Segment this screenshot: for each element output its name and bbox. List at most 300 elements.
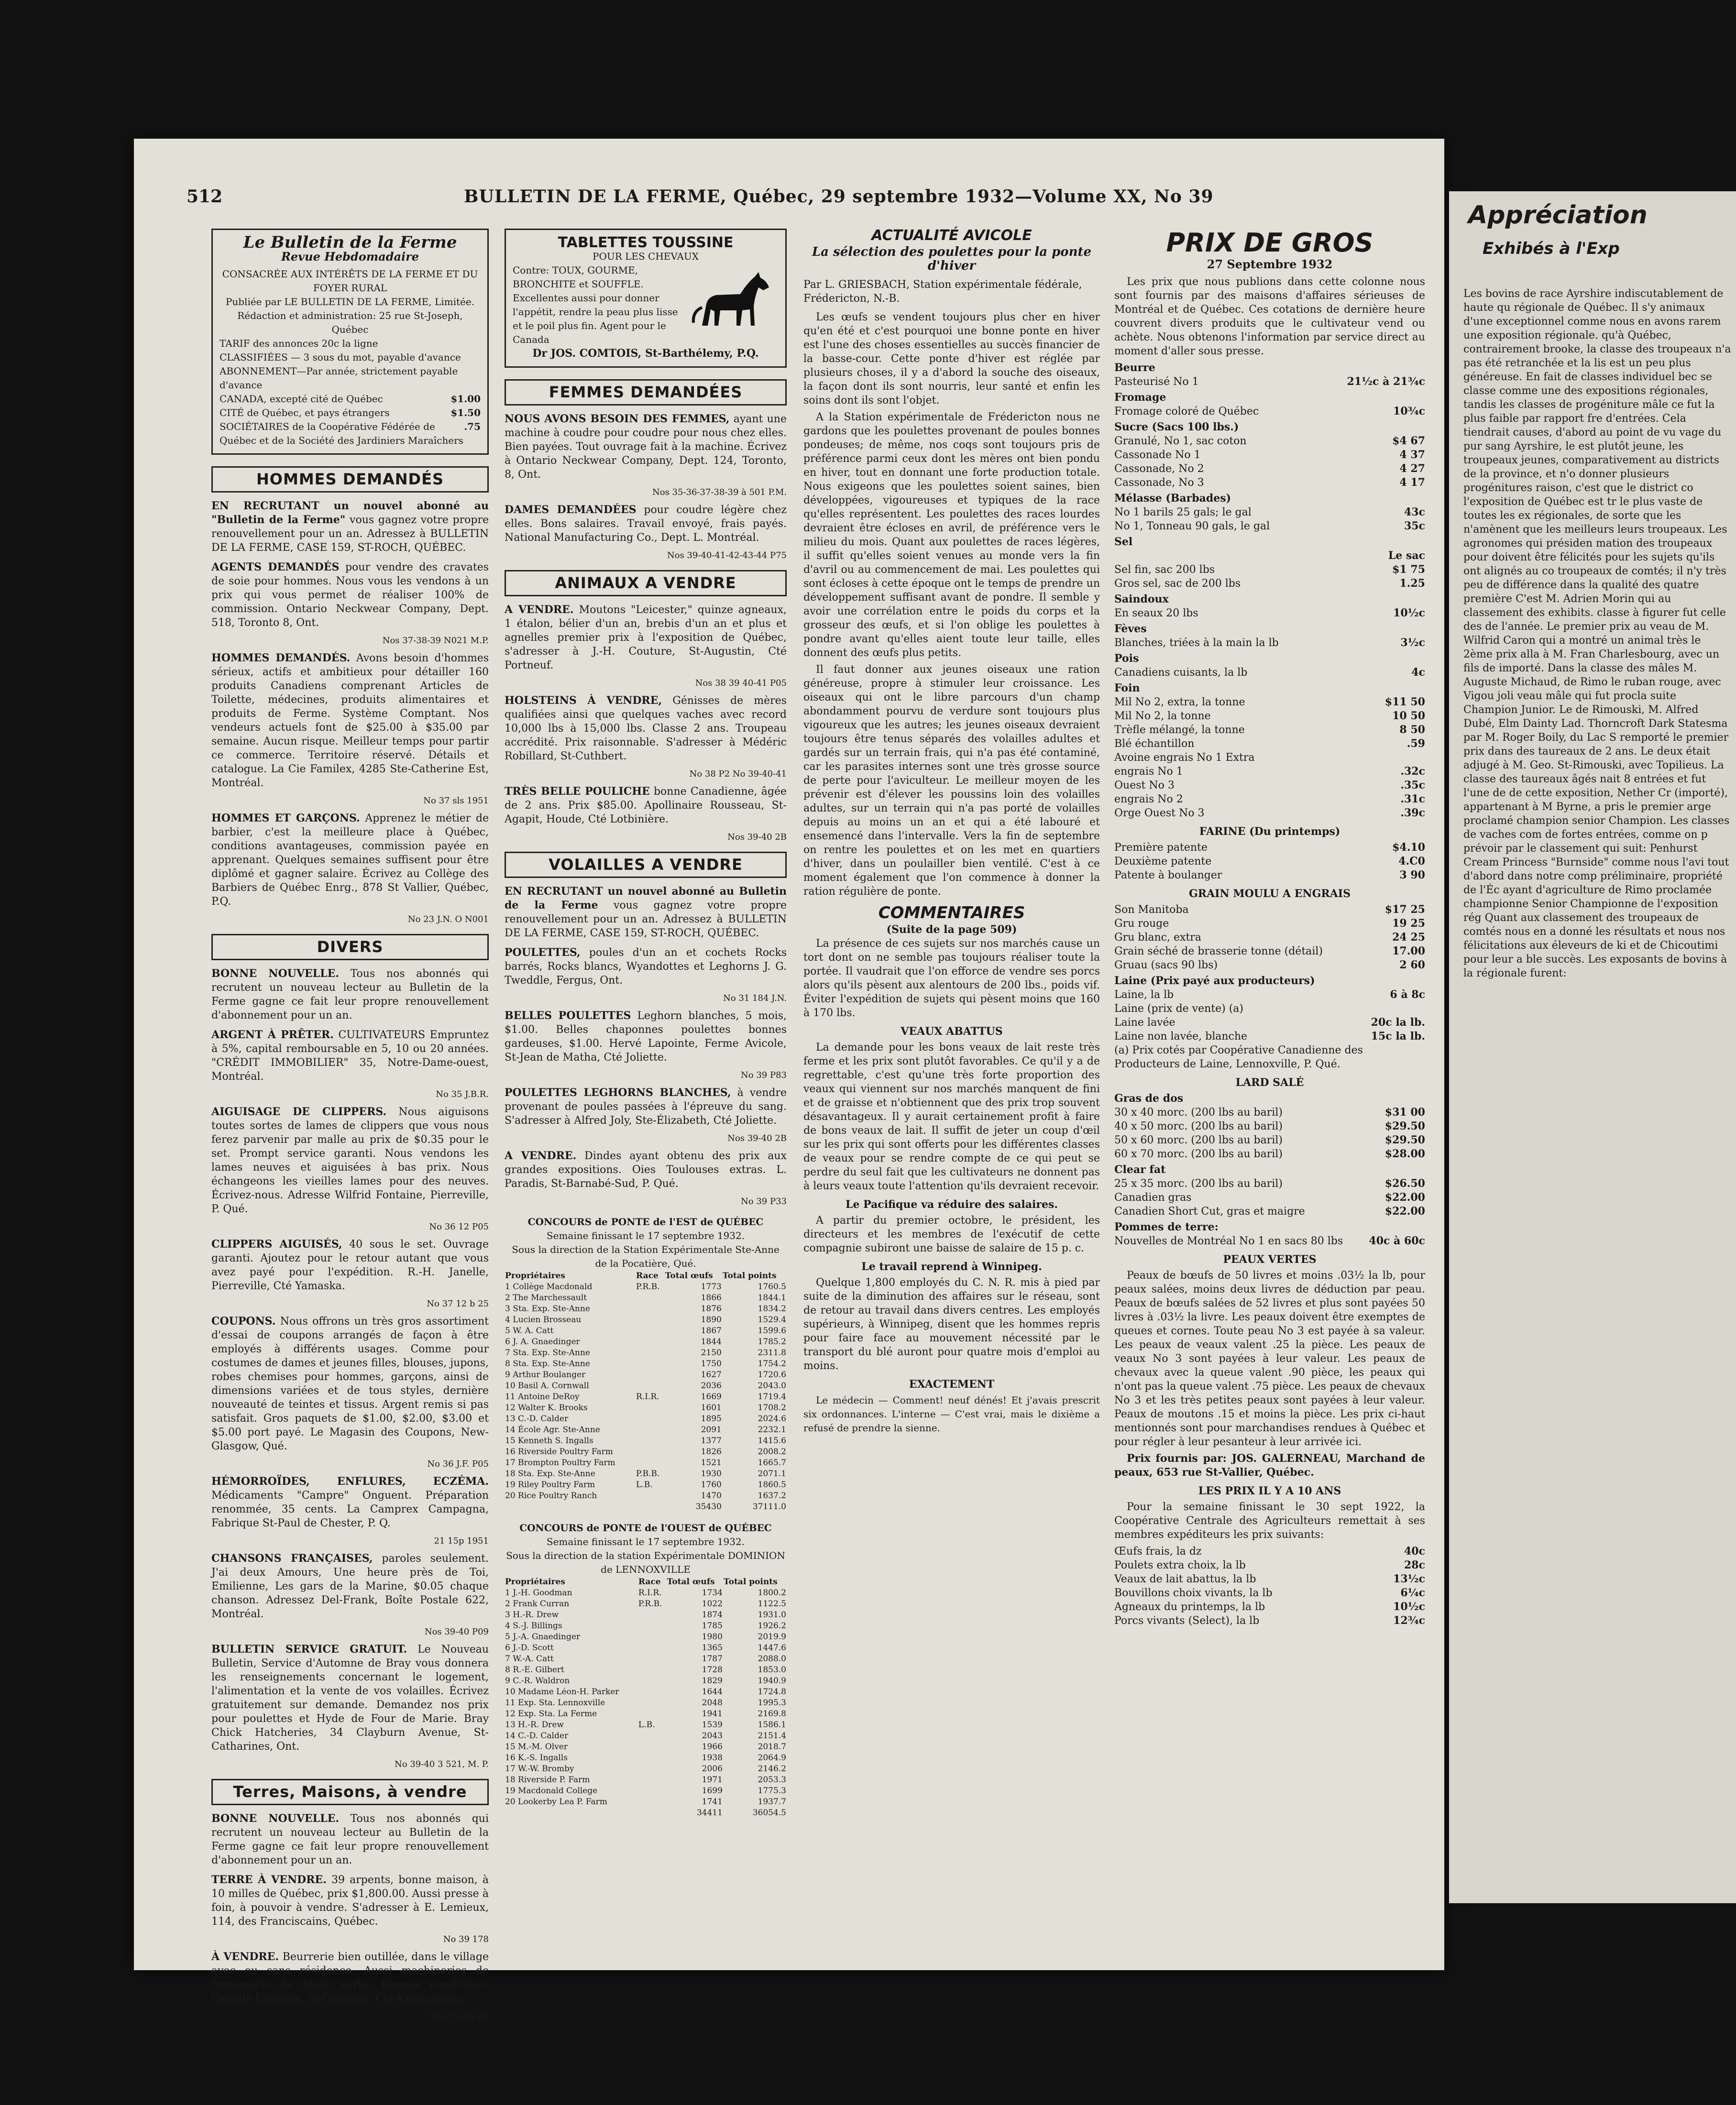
price-row xyxy=(1114,563,1425,577)
table-row xyxy=(505,1742,787,1753)
table-cell xyxy=(638,1775,667,1786)
masthead-classifiees: CLASSIFIÉES — 3 sous du mot, payable d'avance xyxy=(220,351,461,363)
price-label: 60 x 70 morc. (200 lbs au baril) xyxy=(1114,1148,1283,1160)
concours-est-table xyxy=(505,1271,787,1513)
classified-lead: AIGUISAGE DE CLIPPERS. xyxy=(211,1106,387,1118)
toussine-agent: Dr JOS. COMTOIS, St-Barthélemy, P.Q. xyxy=(532,347,759,360)
classified-text: ayant une machine à coudre pour coudre pour nous chez elles. Bien payées. Tout ouvrage fait à la machine. Écrivez à Ontario Neckwear Company, Dept. 124, Toronto, 8, Ont. xyxy=(505,413,787,481)
table-cell: L.B. xyxy=(638,1720,655,1730)
commentaires-title: COMMENTAIRES xyxy=(878,903,1025,922)
table-cell: 1669 xyxy=(701,1392,722,1402)
concours-ouest-week: Semaine finissant le 17 septembre 1932. xyxy=(546,1536,745,1547)
table-cell: 5 W. A. Catt xyxy=(505,1326,554,1336)
table-cell: 8 Sta. Exp. Ste-Anne xyxy=(505,1359,590,1369)
table-cell: 8 R.-E. Gilbert xyxy=(505,1665,564,1675)
rate-row xyxy=(220,420,481,448)
price-label: 50 x 60 morc. (200 lbs au baril) xyxy=(1114,1134,1283,1146)
classified-ad xyxy=(211,1315,489,1453)
classified-ref: No 35 J.B.R. xyxy=(436,1089,489,1099)
rate-value: .75 xyxy=(464,421,481,432)
price-label: Sel fin, sac 200 lbs xyxy=(1114,564,1215,576)
pacifique-title: Le Pacifique va réduire des salaires. xyxy=(845,1198,1058,1211)
price-value: 1.25 xyxy=(1399,577,1425,590)
classified-ad xyxy=(505,885,787,940)
table-total: 36054.5 xyxy=(752,1808,786,1818)
price-value: 21½c à 21¾c xyxy=(1347,375,1425,388)
price-category: Foin xyxy=(1114,682,1140,694)
table-cell: 1930 xyxy=(701,1469,722,1479)
price-label: Deuxième patente xyxy=(1114,855,1212,867)
table-cell xyxy=(636,1425,665,1436)
price-value: .35c xyxy=(1400,779,1425,791)
price-value: 3½c xyxy=(1400,636,1425,649)
table-cell: 1699 xyxy=(702,1786,723,1796)
price-row xyxy=(1114,931,1425,944)
price-label: Laine lavée xyxy=(1114,1017,1176,1029)
classified-ref: Nos 39-40 P09 xyxy=(424,1627,489,1637)
column-classifieds-2 xyxy=(505,229,787,1819)
table-cell: 2150 xyxy=(701,1348,722,1358)
commentaires-p1: La présence de ces sujets sur nos marchés cause un tort dont on ne semble pas toujours réaliser toute la portée. Il vaudrait que l'on efforce de vendre ses porcs alors qu'ils pèsent aux alentours de 200 lbs., poids vif. Éviter l'expédition de sujets qui pèsent moins que 160 à 170 lbs. xyxy=(803,938,1100,1019)
prix-date: 27 Septembre 1932 xyxy=(1207,257,1333,271)
veaux-title: VEAUX ABATTUS xyxy=(901,1025,1003,1038)
table-cell: 7 Sta. Exp. Ste-Anne xyxy=(505,1348,590,1358)
classified-text: Le Nouveau Bulletin, Service d'Automne de Bray vous donnera les renseignements concernant le logement, l'alimentation et la vente de vos volailles. Écrivez gratuitement sur demande. Demandez nos prix pour poulettes et Hyde de Four de Marie. Bray Chick Hatcheries, 34 Clayburn Avenue, St-Catharines, Ont. xyxy=(211,1644,489,1753)
table-cell: 3 Sta. Exp. Ste-Anne xyxy=(505,1304,590,1314)
table-cell: 1844.1 xyxy=(758,1293,786,1303)
price-value: 4 17 xyxy=(1399,476,1425,489)
table-cell: 1637.2 xyxy=(758,1491,786,1501)
price-row xyxy=(1114,944,1425,958)
price-value: 4 37 xyxy=(1399,449,1425,461)
article-paragraph: Les œufs se vendent toujours plus cher en hiver qu'en été et c'est pourquoi une bonne ponte en hiver est l'une des choses essentielles au succès financier de la basse-cour. Cette ponte d'hiver est réglée par plusieurs choses, il y a d'abord la souche des oiseaux, la façon dont ils sont nourris, leur santé et enfin les soins dont ils sont l'objet. xyxy=(803,311,1100,406)
col1-sections xyxy=(211,466,489,2023)
table-cell: 2146.2 xyxy=(758,1764,786,1774)
classified-lead: À VENDRE. xyxy=(211,1951,279,1963)
prix-intro: Les prix que nous publions dans cette colonne nous sont fournis par des maisons d'affaires sérieuses de Montréal et de Québec. Ces cotations de dernière heure couvrent divers produits que le cultivateur vend ou achète. Nous obtenons l'information par service direct au moment d'aller sous presse. xyxy=(1114,276,1425,357)
table-cell: 11 Exp. Sta. Lennoxville xyxy=(505,1698,605,1708)
table-cell xyxy=(638,1665,667,1676)
classified-ad xyxy=(505,1086,787,1128)
table-cell: R.I.R. xyxy=(636,1392,659,1402)
table-row xyxy=(505,1447,787,1458)
section-title: Terres, Maisons, à vendre xyxy=(211,1779,489,1805)
table-row xyxy=(505,1709,787,1720)
ten-years-title: LES PRIX IL Y A 10 ANS xyxy=(1198,1485,1341,1497)
table-row xyxy=(505,1381,787,1392)
price-value: 6¼c xyxy=(1400,1587,1425,1599)
table-cell: 2048 xyxy=(702,1698,723,1708)
article-byline: Par L. GRIESBACH, Station expérimentale fédérale, Frédericton, N.-B. xyxy=(803,279,1082,305)
table-cell: 1521 xyxy=(701,1458,722,1468)
price-row xyxy=(1114,462,1425,476)
table-cell: 1627 xyxy=(701,1370,722,1380)
table-cell: 1980 xyxy=(702,1632,723,1642)
table-row xyxy=(505,1480,787,1491)
price-value: 4 27 xyxy=(1399,462,1425,475)
table-cell xyxy=(638,1687,667,1698)
table-cell: 6 J.-D. Scott xyxy=(505,1643,554,1653)
price-label: Orge Ouest No 3 xyxy=(1114,807,1205,819)
table-row xyxy=(505,1621,787,1632)
price-label: En seaux 20 lbs xyxy=(1114,607,1198,619)
table-cell: 9 C.-R. Waldron xyxy=(505,1676,570,1686)
classified-lead: EN RECRUTANT un nouvel abonné au "Bulletin de la Ferme" xyxy=(211,500,489,526)
classified-text: CULTIVATEURS Empruntez à 5%, capital remboursable en 5, 10 ou 20 années. "CRÉDIT IMMOBILIER" 35, Notre-Dame-ouest, Montréal. xyxy=(211,1029,489,1083)
price-label: Cassonade No 1 xyxy=(1114,449,1201,461)
table-cell: 15 M.-M. Olver xyxy=(505,1742,568,1752)
table-cell: 1844 xyxy=(701,1337,722,1347)
classified-ad xyxy=(505,603,787,672)
table-row xyxy=(505,1326,787,1337)
classified-ad xyxy=(211,1028,489,1084)
price-row xyxy=(1114,448,1425,462)
price-row xyxy=(1114,505,1425,519)
prix-title: PRIX DE GROS xyxy=(1166,228,1373,258)
table-cell: 2043 xyxy=(702,1731,723,1741)
masthead-dedication: CONSACRÉE AUX INTÉRÊTS DE LA FERME ET DU FOYER RURAL xyxy=(222,268,478,294)
table-cell xyxy=(636,1414,665,1425)
classified-text: Nous aiguisons toutes sortes de lames de clippers que vous nous ferez parvenir par malle au prix de $0.35 pour le set. Prompt service garanti. Nous vendons les lames neuves et aiguisées à bas prix. Nous échangeons les vieilles lames pour des neuves. Écrivez-nous. Adresse Wilfrid Fontaine, Pierreville, P. Qué. xyxy=(211,1106,489,1215)
table-cell: 10 Basil A. Cornwall xyxy=(505,1381,589,1391)
price-value: $11 50 xyxy=(1384,696,1425,708)
exactement-title: EXACTEMENT xyxy=(909,1378,995,1391)
price-label: Laine non lavée, blanche xyxy=(1114,1031,1248,1042)
table-cell: 1867 xyxy=(701,1326,722,1336)
table-cell: P.B.B. xyxy=(636,1469,660,1479)
table-cell xyxy=(636,1458,665,1469)
table-row xyxy=(505,1654,787,1665)
table-row xyxy=(505,1425,787,1436)
classified-ref: Nos 35-36-37-38-39 à 501 P.M. xyxy=(652,487,787,497)
classified-ref: No 39 P33 xyxy=(741,1196,787,1206)
table-row xyxy=(505,1687,787,1698)
classified-text: Beurrerie bien outillée, dans le village avec ou sans résidence. Aussi machineries de fromagerie de toute sorte. Bonnes conditions. Camille Langlais, St-Onésime, Cté Kamouraska. xyxy=(211,1951,489,2005)
classified-ad xyxy=(505,1149,787,1191)
price-row xyxy=(1114,405,1425,418)
table-row xyxy=(505,1632,787,1643)
toussine-ad xyxy=(505,229,787,368)
price-label: Gru blanc, extra xyxy=(1114,932,1201,943)
table-row xyxy=(505,1588,787,1599)
classified-text: 40 sous le set. Ouvrage garanti. Ajoutez pour le retour autant que vous avez payé pour l'expédition. R.-H. Janelle, Pierreville, Cté Yamaska. xyxy=(211,1239,489,1292)
rate-row xyxy=(220,392,481,406)
table-cell: 19 Macdonald College xyxy=(505,1786,598,1796)
table-cell xyxy=(638,1786,667,1797)
price-value: .39c xyxy=(1400,807,1425,819)
laine-list xyxy=(1114,988,1425,1043)
table-cell: 1586.1 xyxy=(758,1720,786,1730)
price-value: 28c xyxy=(1404,1559,1425,1571)
price-row xyxy=(1114,1177,1425,1191)
winnipeg-text: Quelque 1,800 employés du C. N. R. mis à pied par suite de la diminution des affaires sur le réseau, sont de retour au travail dans divers centres. Les employés supérieurs, à Winnipeg, disent que les hommes repris pour faire face au mouvement nécessité par le transport du blé auront pour quatre mois d'emploi au moins. xyxy=(803,1277,1100,1372)
table-total: 35430 xyxy=(695,1502,722,1512)
price-label: Canadiens cuisants, la lb xyxy=(1114,667,1248,679)
classified-text: Leghorn blanches, 5 mois, $1.00. Belles chaponnes poulettes bonnes gardeuses, $1.00. Hervé Lapointe, Ferme Avicole, St-Jean de Matha, Cté Joliette. xyxy=(505,1010,787,1063)
table-cell: L.B. xyxy=(636,1480,653,1490)
table-cell: P.R.B. xyxy=(638,1599,662,1609)
classified-lead: NOUS AVONS BESOIN DES FEMMES, xyxy=(505,413,730,425)
classified-lead: AGENTS DEMANDÉS xyxy=(211,561,340,573)
classified-text: poules d'un an et cochets Rocks barrés, Rocks blancs, Wyandottes et Leghorns J. G. Tweddle, Fergus, Ont. xyxy=(505,947,787,987)
column-articles xyxy=(803,229,1100,1438)
price-label: Laine, la lb xyxy=(1114,989,1174,1001)
price-category: Fromage xyxy=(1114,391,1166,404)
price-label: 25 x 35 morc. (200 lbs au baril) xyxy=(1114,1178,1283,1190)
table-cell: 2151.4 xyxy=(758,1731,786,1741)
price-row xyxy=(1114,1614,1425,1628)
classified-text: pour coudre légère chez elles. Bons salaires. Travail envoyé, frais payés. National Manufacturing Co., Dept. L. Montréal. xyxy=(505,504,787,544)
table-cell: 14 École Agr. Ste-Anne xyxy=(505,1425,600,1435)
table-cell: 1931.0 xyxy=(758,1610,786,1620)
price-value: 4c xyxy=(1411,666,1425,679)
classified-ad xyxy=(211,1475,489,1530)
price-value: 10½c xyxy=(1393,607,1425,619)
classified-lead: BELLES POULETTES xyxy=(505,1009,631,1022)
table-cell: 16 K.-S. Ingalls xyxy=(505,1753,568,1763)
table-cell: 1754.2 xyxy=(758,1359,786,1369)
table-row xyxy=(505,1599,787,1610)
table-cell: 1866 xyxy=(701,1293,722,1303)
table-row xyxy=(505,1775,787,1786)
pacifique-text: A partir du premier octobre, le président, les directeurs et les membres de l'exécutif de cette compagnie subiront une baisse de salaire de 15 p. c. xyxy=(803,1215,1100,1254)
price-value: $22.00 xyxy=(1384,1205,1425,1217)
classified-text: Nous offrons un très gros assortiment d'essai de coupons arrangés de façon à être employés à différents usages. Comme pour costumes de dames et jeunes filles, blouses, jupons, robes chemises pour hommes, garçons, ainsi de dimensions variées et de tous styles, dernière nouveauté de teintes et tissus. Argent remis si pas satisfait. Gros paquets de $1.00, $2.00, $3.00 et $5.00 port payé. Le Magasin des Coupons, New-Glasgow, Qué. xyxy=(211,1316,489,1452)
table-cell: R.I.R. xyxy=(638,1588,662,1598)
table-cell: 1644 xyxy=(702,1687,723,1697)
price-row xyxy=(1114,751,1425,765)
table-cell: 1785 xyxy=(702,1621,723,1631)
table-cell: 1022 xyxy=(702,1599,723,1609)
rate-label: CITÉ de Québec, et pays étrangers xyxy=(220,407,390,418)
masthead-box xyxy=(211,229,489,455)
table-cell: 1601 xyxy=(701,1403,722,1413)
ten-years-list xyxy=(1114,1545,1425,1628)
classified-ref: Nos 37-38-39 N021 M.P. xyxy=(382,636,489,646)
price-label: Nouvelles de Montréal No 1 en sacs 80 lbs xyxy=(1114,1235,1343,1247)
classified-ad xyxy=(211,967,489,1022)
masthead-abonnement: ABONNEMENT—Par année, strictement payable d'avance xyxy=(220,365,458,391)
price-label: Canadien Short Cut, gras et maigre xyxy=(1114,1206,1305,1217)
classified-text: paroles seulement. J'ai deux Amours, Une heure près de Toi, Emilienne, Les gars de la Marine, $0.05 chaque chanson. Adressez Del-Frank, Boîte Postale 622, Montréal. xyxy=(211,1553,489,1620)
classified-lead: HOMMES DEMANDÉS. xyxy=(211,652,351,664)
table-cell xyxy=(638,1808,667,1819)
table-cell: 7 W.-A. Catt xyxy=(505,1654,554,1664)
toussine-title: TABLETTES TOUSSINE xyxy=(558,234,734,251)
table-cell: 20 Lookerby Lea P. Farm xyxy=(505,1797,607,1807)
toussine-subtitle: POUR LES CHEVAUX xyxy=(592,251,699,262)
price-value: 6 à 8c xyxy=(1390,988,1425,1001)
price-value: $26.50 xyxy=(1384,1177,1425,1190)
article-paragraph: A la Station expérimentale de Frédericton nous ne gardons que les poulettes provenant de poules bonnes pondeuses; de même, nos coqs sont toujours pris de préférence parmi ceux dont les mères ont bien pondu en hiver, tout en donnant une forte production totale. Nous exigeons que les poulettes soient saines, bien développées, vigoureuses et typiques de la race qu'elles représentent. Les poulettes des races lourdes devraient être écloses en avril, de préférence vers le milieu du mois. Quant aux poulettes de races légères, il suffit qu'elles soient venues au monde vers la fin d'avril ou au commencement de mai. Les poulettes qui sont écloses à cette époque ont le temps de prendre un développement suffisant avant de pondre. Il semble y avoir une corrélation entre le poids du corps et la grosseur des œufs, et si l'on oblige les poulettes à pondre avant qu'elles aient toute leur taille, elles donnent des œufs plus petits. xyxy=(803,411,1100,659)
table-cell: 12 Walter K. Brooks xyxy=(505,1403,588,1413)
classified-lead: TRÈS BELLE POULICHE xyxy=(505,785,650,798)
table-cell: 1365 xyxy=(702,1643,723,1653)
horse-icon xyxy=(683,263,779,340)
price-category: Saindoux xyxy=(1114,593,1169,605)
table-cell: 1829 xyxy=(702,1676,723,1686)
table-cell xyxy=(636,1326,665,1337)
classified-text: Dindes ayant obtenu des prix aux grandes expositions. Oies Toulouses extras. L. Paradis, St-Barnabé-Sud, P. Qué. xyxy=(505,1150,787,1190)
price-row xyxy=(1114,695,1425,709)
price-row xyxy=(1114,1600,1425,1614)
table-cell: 1 Collège Macdonald xyxy=(505,1282,593,1292)
price-label: Granulé, No 1, sac coton xyxy=(1114,435,1247,447)
table-cell xyxy=(638,1676,667,1687)
price-row xyxy=(1114,1558,1425,1572)
price-value: $29.50 xyxy=(1384,1120,1425,1132)
classified-ref: No 39 P83 xyxy=(741,1070,787,1080)
table-cell: 1860.5 xyxy=(758,1480,786,1490)
column-prix-de-gros xyxy=(1114,229,1425,1628)
table-cell: 14 C.-D. Calder xyxy=(505,1731,569,1741)
table-cell: 20 Rice Poultry Ranch xyxy=(505,1491,597,1501)
price-label: Gru rouge xyxy=(1114,918,1169,930)
price-row xyxy=(1114,868,1425,882)
table-cell xyxy=(636,1315,665,1326)
table-cell: 1728 xyxy=(702,1665,723,1675)
table-cell: P.R.B. xyxy=(636,1282,660,1292)
price-row xyxy=(1114,636,1425,650)
table-row xyxy=(505,1403,787,1414)
table-cell xyxy=(636,1359,665,1370)
peaux-text: Peaux de bœufs de 50 livres et moins .03½ la lb, pour peaux salées, moins deux livres de déduction par peau. Peaux de bœufs salées de 52 livres et plus sont payées 50 livres à .03½ la livre. Les peaux doivent être exemptes de queues et cornes. Toute peau No 3 est payée à sa valeur. Les peaux de veaux valent .25 la pièce. Les peaux de veaux No 3 sont payées à leur valeur. Les peaux de chevaux avec la queue valent .90 pièce, les peaux qui n'ont pas la queue valent .75 pièce. Les peaux de chevaux No 3 et les très petites peaux sont payées à leur valeur. Peaux de moutons .15 et moins la pièce. Les prix ci-haut mentionnés sont pour marchandises rendues à Québec et pour régler à leur pesanteur à leur arrivée ici. xyxy=(1114,1270,1425,1448)
price-row xyxy=(1114,1133,1425,1147)
table-cell: 4 Lucien Brosseau xyxy=(505,1315,582,1325)
lard-title: LARD SALÉ xyxy=(1235,1076,1304,1089)
table-cell: 18 Riverside P. Farm xyxy=(505,1775,590,1785)
table-header: Total points xyxy=(723,1577,778,1587)
price-value: 8 50 xyxy=(1399,724,1425,736)
exactement-text: Le médecin — Comment! neuf dénés! Et j'avais prescrit six ordonnances. L'interne — C'est vrai, mais le dixième a refusé de prendre la sienne. xyxy=(803,1394,1100,1434)
price-value: 15c la lb. xyxy=(1371,1030,1425,1042)
peaux-source: Prix fournis par: JOS. GALERNEAU, Marchand de peaux, 653 rue St-Vallier, Québec. xyxy=(1114,1452,1425,1479)
table-cell: 18 Sta. Exp. Ste-Anne xyxy=(505,1469,595,1479)
veaux-text: La demande pour les bons veaux de lait reste très ferme et les prix sont plutôt favorables. Ce qu'il y a de regrettable, c'est qu'une très forte proportion des veaux qui viennent sur nos marchés manquent de fini et de graisse et n'obtiennent que des prix trop souvent désavantageux. Il y aurait certainement profit à faire de bons veaux de lait. Il suffit de jeter un coup d'œil sur les prix qui sont offerts pour les différentes classes de veaux pour se rendre compte de ce qui peut se perdre du seul fait que les cultivateurs ne donnent pas à leurs veaux toute l'attention qu'ils devraient recevoir. xyxy=(803,1042,1100,1192)
table-row xyxy=(505,1469,787,1480)
price-value: 13½c xyxy=(1393,1573,1425,1585)
table-cell xyxy=(638,1797,667,1808)
price-row xyxy=(1114,1119,1425,1133)
table-cell: 1926.2 xyxy=(758,1621,786,1631)
table-header: Propriétaires xyxy=(505,1577,565,1587)
table-cell: 11 Antoine DeRoy xyxy=(505,1392,580,1402)
table-cell: 1876 xyxy=(701,1304,722,1314)
price-label: Gruau (sacs 90 lbs) xyxy=(1114,959,1218,971)
column-classifieds-1 xyxy=(211,229,489,2027)
table-cell: 1787 xyxy=(702,1654,723,1664)
table-cell: 4 S.-J. Billings xyxy=(505,1621,562,1631)
price-row xyxy=(1114,375,1425,389)
price-value: 12¾c xyxy=(1393,1614,1425,1627)
table-cell: 1377 xyxy=(701,1436,722,1446)
classified-text: Tous nos abonnés qui recrutent un nouveau lecteur au Bulletin de la Ferme gagne ce fait leur propre renouvellement d'abonnement pour un an. xyxy=(211,968,489,1021)
table-header: Race xyxy=(638,1577,661,1587)
table-cell: 13 H.-R. Drew xyxy=(505,1720,564,1730)
price-category: Mélasse (Barbades) xyxy=(1114,492,1231,504)
price-row xyxy=(1114,917,1425,931)
price-label: Blé échantillon xyxy=(1114,738,1195,750)
price-label: Gros sel, sac de 200 lbs xyxy=(1114,578,1241,590)
table-cell: 2232.1 xyxy=(758,1425,786,1435)
table-header: Race xyxy=(636,1271,659,1281)
price-label: engrais No 2 xyxy=(1114,793,1183,805)
classified-lead: HOLSTEINS À VENDRE, xyxy=(505,694,662,707)
price-row xyxy=(1114,988,1425,1002)
classified-ad xyxy=(505,503,787,545)
table-cell xyxy=(638,1632,667,1643)
price-value: 40c xyxy=(1404,1545,1425,1557)
table-header: Total points xyxy=(722,1271,777,1281)
price-category: Sucre (Sacs 100 lbs.) xyxy=(1114,421,1239,433)
laine-title: Laine (Prix payé aux producteurs) xyxy=(1114,975,1315,987)
clear-fat-title: Clear fat xyxy=(1114,1163,1166,1176)
farine-list xyxy=(1114,841,1425,882)
col2-sections xyxy=(505,379,787,1208)
table-cell: 1 J.-H. Goodman xyxy=(505,1588,572,1598)
table-cell xyxy=(636,1304,665,1315)
classified-lead: TERRE À VENDRE. xyxy=(211,1874,327,1886)
adjacent-page xyxy=(1449,191,1736,1903)
rate-label: SOCIÉTAIRES de la Coopérative Fédérée de Québec et de la Société des Jardiniers Maraîchers xyxy=(220,421,463,446)
table-cell: 1720.6 xyxy=(758,1370,786,1380)
price-row xyxy=(1114,903,1425,917)
table-row xyxy=(505,1282,787,1293)
section-title: FEMMES DEMANDÉES xyxy=(505,379,787,406)
table-cell: 1415.6 xyxy=(758,1436,786,1446)
table-header: Total œufs xyxy=(667,1577,715,1587)
price-row xyxy=(1114,1191,1425,1205)
table-header: Total œufs xyxy=(665,1271,713,1281)
table-cell: 1760 xyxy=(701,1480,722,1490)
rate-value: $1.50 xyxy=(450,407,481,418)
price-label: Porcs vivants (Select), la lb xyxy=(1114,1615,1260,1627)
classified-text: Moutons "Leicester," quinze agneaux, 1 étalon, bélier d'un an, brebis d'un an et plus et agnelles premier prix à l'exposition de Québec, s'adresser à J.-H. Couture, St-Augustin, Cté Portneuf. xyxy=(505,604,787,671)
table-cell: 6 J. A. Gnaedinger xyxy=(505,1337,580,1347)
grain-list xyxy=(1114,903,1425,972)
table-cell xyxy=(636,1370,665,1381)
price-label: No 1, Tonneau 90 gals, le gal xyxy=(1114,520,1270,532)
farine-title: FARINE (Du printemps) xyxy=(1199,825,1340,838)
table-row xyxy=(505,1491,787,1502)
table-row xyxy=(505,1359,787,1370)
table-cell: 1874 xyxy=(702,1610,723,1620)
table-cell xyxy=(638,1742,667,1753)
classified-ad xyxy=(211,1873,489,1929)
classified-ad xyxy=(211,651,489,790)
table-cell: 1529.4 xyxy=(758,1315,786,1325)
masthead-title: Le Bulletin de la Ferme xyxy=(243,233,457,252)
table-cell xyxy=(638,1643,667,1654)
concours-est-week: Semaine finissant le 17 septembre 1932. xyxy=(546,1230,745,1241)
price-label: Mil No 2, la tonne xyxy=(1114,710,1211,722)
price-value: 40c à 60c xyxy=(1369,1235,1425,1247)
table-cell: 2018.7 xyxy=(758,1742,786,1752)
price-category: Fèves xyxy=(1114,623,1147,635)
price-label: Trèfle mélangé, la tonne xyxy=(1114,724,1245,736)
price-value: $4 67 xyxy=(1392,435,1425,447)
classified-lead: BULLETIN SERVICE GRATUIT. xyxy=(211,1643,407,1655)
clear-list xyxy=(1114,1177,1425,1218)
table-cell: 1599.6 xyxy=(758,1326,786,1336)
table-cell xyxy=(636,1337,665,1348)
price-value: 3 90 xyxy=(1399,869,1425,881)
price-category: Beurre xyxy=(1114,362,1155,374)
classified-ref: No 36 J.F. P05 xyxy=(427,1459,489,1469)
price-row xyxy=(1114,1030,1425,1043)
table-cell xyxy=(636,1381,665,1392)
classified-text: Génisses de mères qualifiées ainsi que quelques vaches avec record 10,000 lbs à 15,000 lbs. Classe 2 ans. Troupeau accrédité. Prix raisonnable. S'adresser à Médéric Robillard, St-Cuthbert. xyxy=(505,695,787,762)
